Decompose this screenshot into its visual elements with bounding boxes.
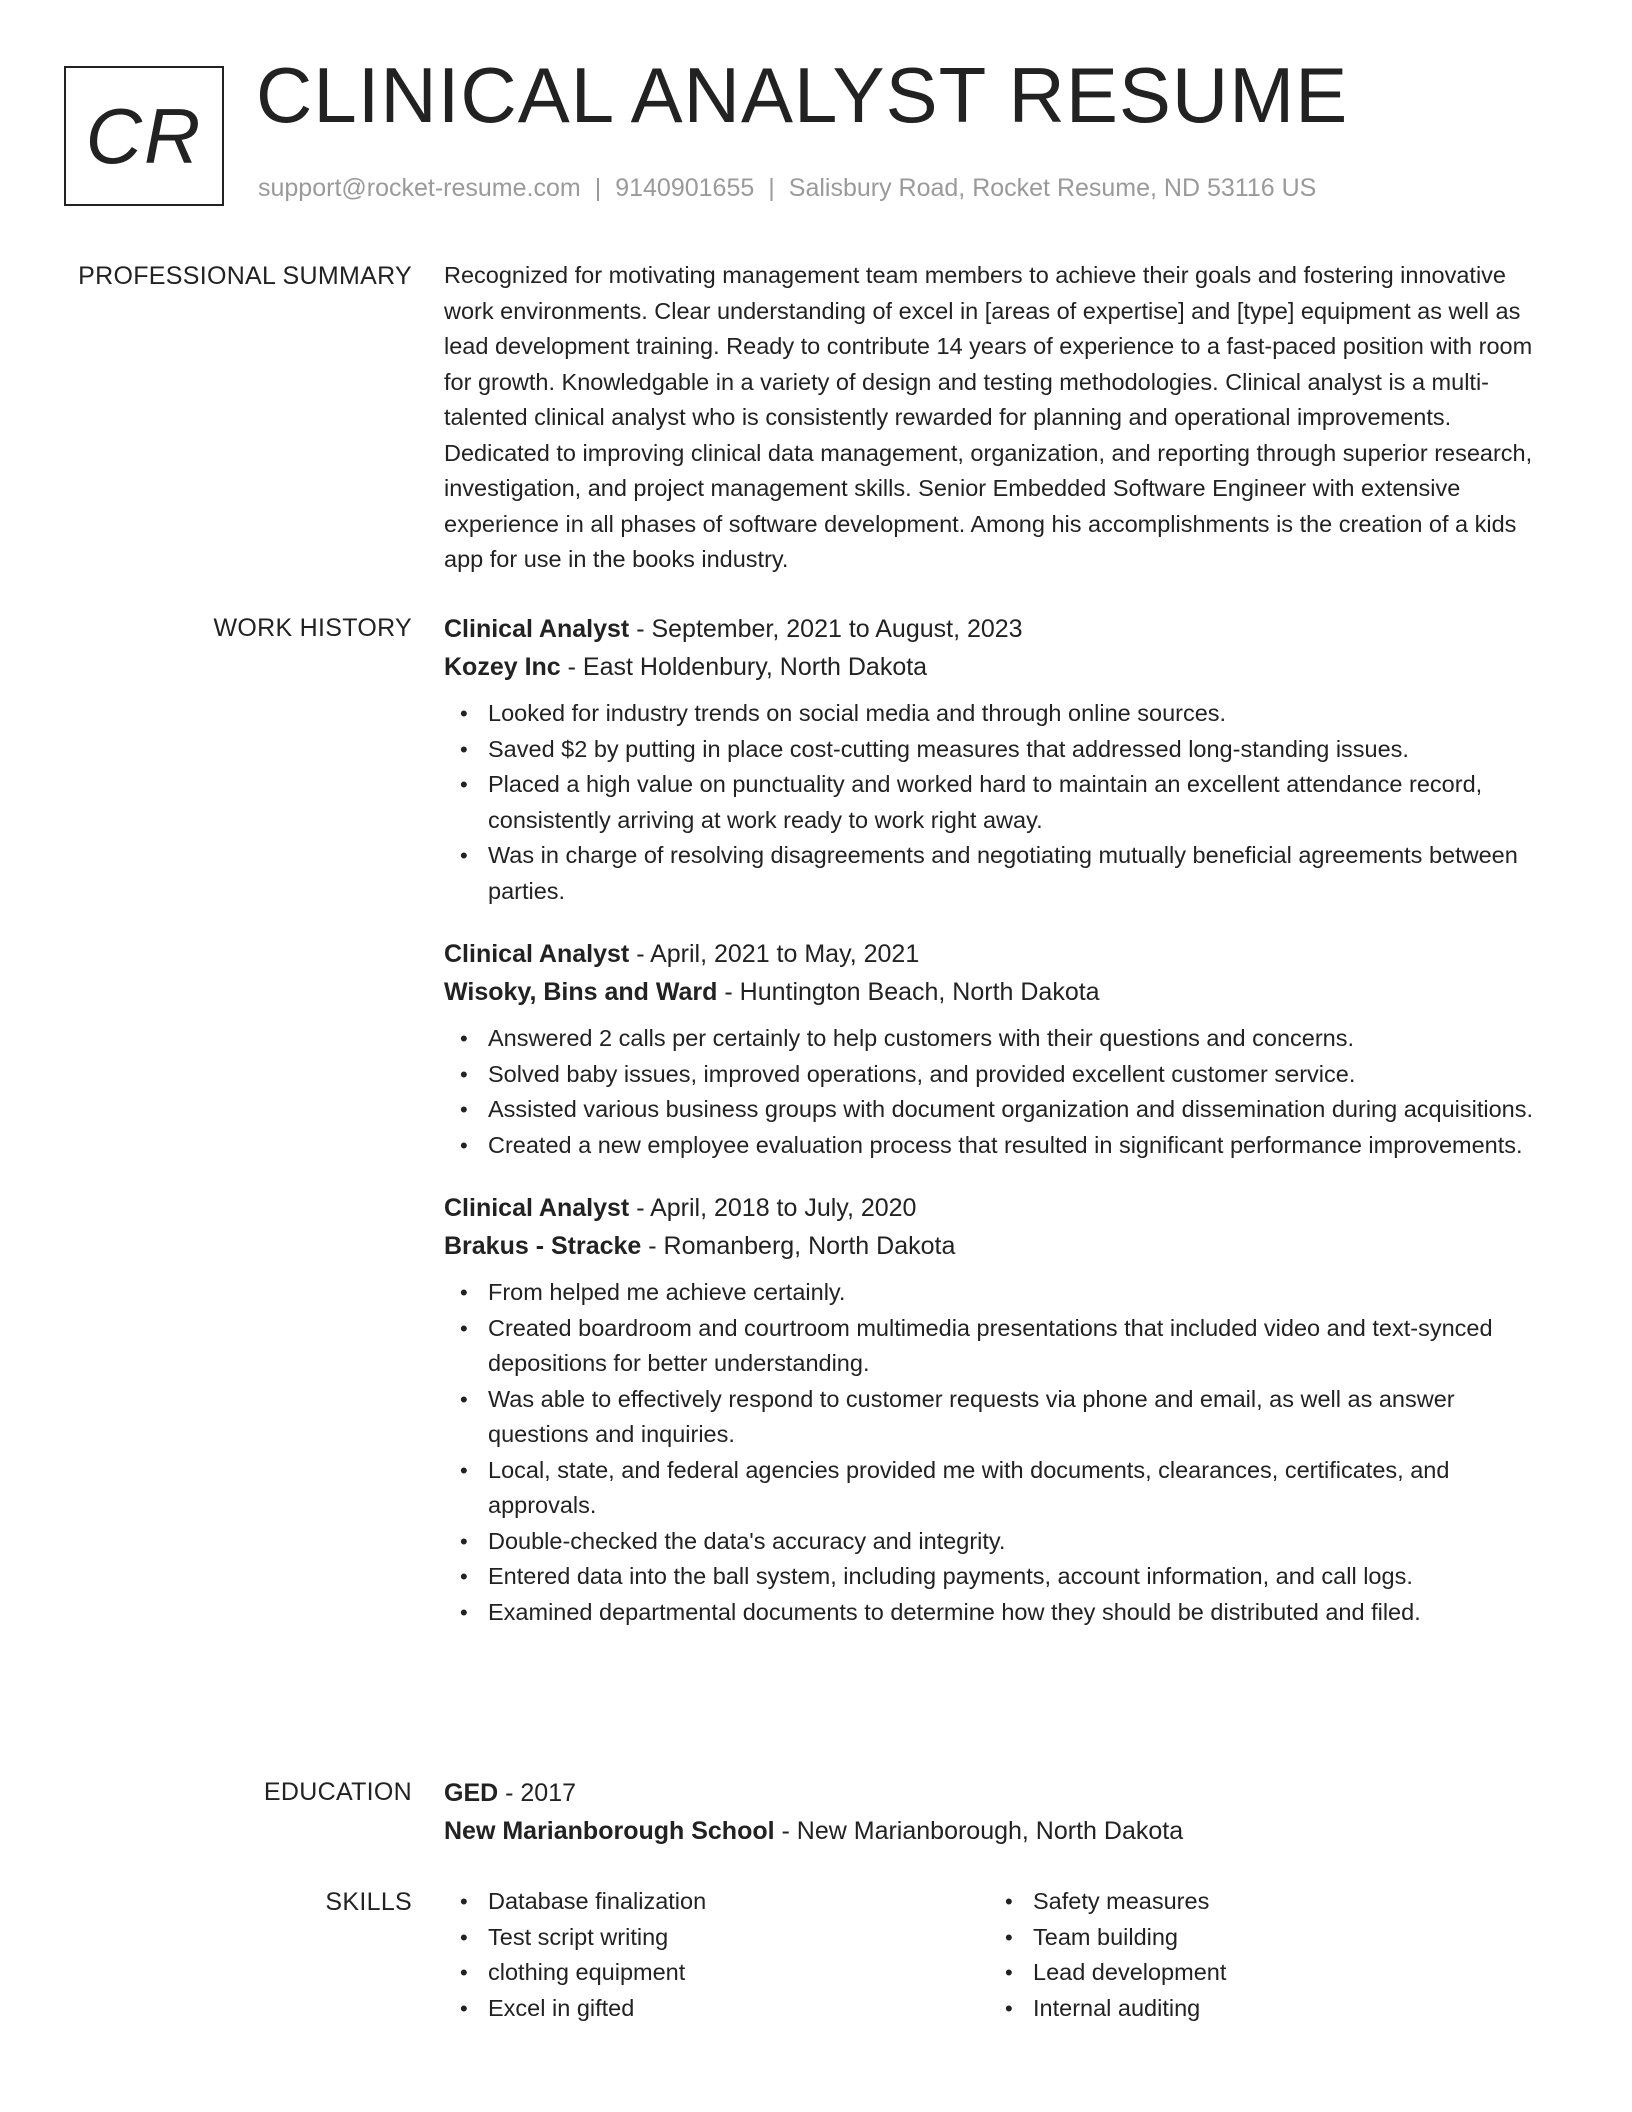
job-title: Clinical Analyst [444,1194,630,1222]
summary-content [444,258,1554,578]
job-location: - East Holdenbury, North Dakota [560,653,928,681]
skill-item: • Internal auditing [1033,1991,1534,2027]
resume-title: CLINICAL ANALYST RESUME [256,51,1349,139]
job-company-line [444,648,1554,686]
skill-item: • Database finalization [488,1884,989,1920]
job-company-line [444,1227,1554,1265]
skill-item: • Excel in gifted [488,1991,989,2027]
skills-list [989,1884,1534,2026]
contact-separator: | [768,174,775,202]
job-bullet: • Was in charge of resolving disagreements and negotiating mutually beneficial agreements between parties. [488,838,1554,909]
job-bullet: • Created a new employee evaluation process that resulted in significant performance improvements. [488,1128,1554,1164]
job-bullet: • Solved baby issues, improved operations, and provided excellent customer service. [488,1057,1554,1093]
job-company: Brakus - Stracke [444,1232,642,1260]
monogram-badge [64,66,224,206]
job-dates: - April, 2021 to May, 2021 [629,940,920,968]
education-content [444,1774,1554,1850]
job-bullet: • Examined departmental documents to determine how they should be distributed and filed. [488,1595,1554,1631]
job-bullet: • Placed a high value on punctuality and worked hard to maintain an excellent attendance record, consistently arriving at work ready to work right away. [488,767,1554,838]
job-bullet: • Created boardroom and courtroom multimedia presentations that included video and text-synced depositions for better understanding. [488,1311,1554,1382]
summary-text: Recognized for motivating management team members to achieve their goals and fostering innovative work environments. Clear understanding of excel in [areas of expertise] and [type] equipment as well as lead development training. Ready to contribute 14 years of experience to a fast-paced position with room for growth. Knowledgable in a variety of design and testing methodologies. Clinical analyst is a multi-talented clinical analyst who is consistently rewarded for planning and operational improvements. Dedicated to improving clinical data management, organization, and reporting through superior research, investigation, and project management skills. Senior Embedded Software Engineer with extensive experience in all phases of software development. Among his accomplishments is the creation of a kids app for use in the books industry. [444,262,1533,572]
contact-separator: | [594,174,602,202]
skill-item: • clothing equipment [488,1955,989,1991]
job-title-line [444,935,1554,973]
job-company: Kozey Inc [444,653,561,681]
section-label-skills: SKILLS [325,1888,412,1916]
job-company: Wisoky, Bins and Ward [444,978,718,1006]
job-entry [444,935,1554,1163]
skills-column-right [989,1884,1534,2026]
job-entry [444,1189,1554,1630]
job-dates: - September, 2021 to August, 2023 [629,615,1023,643]
contact-phone: 9140901655 [615,174,755,202]
section-label-education: EDUCATION [263,1778,412,1806]
job-location: - Romanberg, North Dakota [641,1232,956,1260]
job-title-line [444,1189,1554,1227]
contact-email: support@rocket-resume.com [258,174,581,202]
section-label-work-history: WORK HISTORY [213,614,412,642]
job-title: Clinical Analyst [444,615,630,643]
job-bullet: • Was able to effectively respond to customer requests via phone and email, as well as answer questions and inquiries. [488,1382,1554,1453]
job-bullets [444,1275,1554,1630]
job-entry [444,610,1554,909]
skills-column-left [444,1884,989,2026]
skills-list [444,1884,989,2026]
job-bullet: • Saved $2 by putting in place cost-cutting measures that addressed long-standing issues. [488,732,1554,768]
skill-item: • Test script writing [488,1920,989,1956]
skill-item: • Team building [1033,1920,1534,1956]
skill-item: • Safety measures [1033,1884,1534,1920]
job-dates: - April, 2018 to July, 2020 [629,1194,917,1222]
job-bullet: • Assisted various business groups with document organization and dissemination during acquisitions. [488,1092,1554,1128]
contact-line [258,176,1316,201]
monogram-text: CR [85,91,203,180]
job-bullet: • Local, state, and federal agencies provided me with documents, clearances, certificates, and approvals. [488,1453,1554,1524]
job-bullets [444,696,1554,909]
education-degree: GED [444,1779,499,1807]
skills-content [444,1884,1554,2026]
contact-address: Salisbury Road, Rocket Resume, ND 53116 US [788,174,1317,202]
skill-item: • Lead development [1033,1955,1534,1991]
work-history-content [444,610,1554,1656]
education-school: New Marianborough School [444,1817,775,1845]
job-bullet: • From helped me achieve certainly. [488,1275,1554,1311]
job-bullet: • Looked for industry trends on social media and through online sources. [488,696,1554,732]
job-bullet: • Entered data into the ball system, including payments, account information, and call logs. [488,1559,1554,1595]
job-bullet: • Double-checked the data's accuracy and integrity. [488,1524,1554,1560]
education-year: - 2017 [498,1779,577,1807]
job-title: Clinical Analyst [444,940,630,968]
job-location: - Huntington Beach, North Dakota [717,978,1100,1006]
job-title-line [444,610,1554,648]
job-company-line [444,973,1554,1011]
education-location: - New Marianborough, North Dakota [774,1817,1184,1845]
job-bullets [444,1021,1554,1163]
section-label-summary: PROFESSIONAL SUMMARY [78,262,412,290]
education-school-line [444,1812,1554,1850]
education-degree-line [444,1774,1554,1812]
job-bullet: • Answered 2 calls per certainly to help customers with their questions and concerns. [488,1021,1554,1057]
